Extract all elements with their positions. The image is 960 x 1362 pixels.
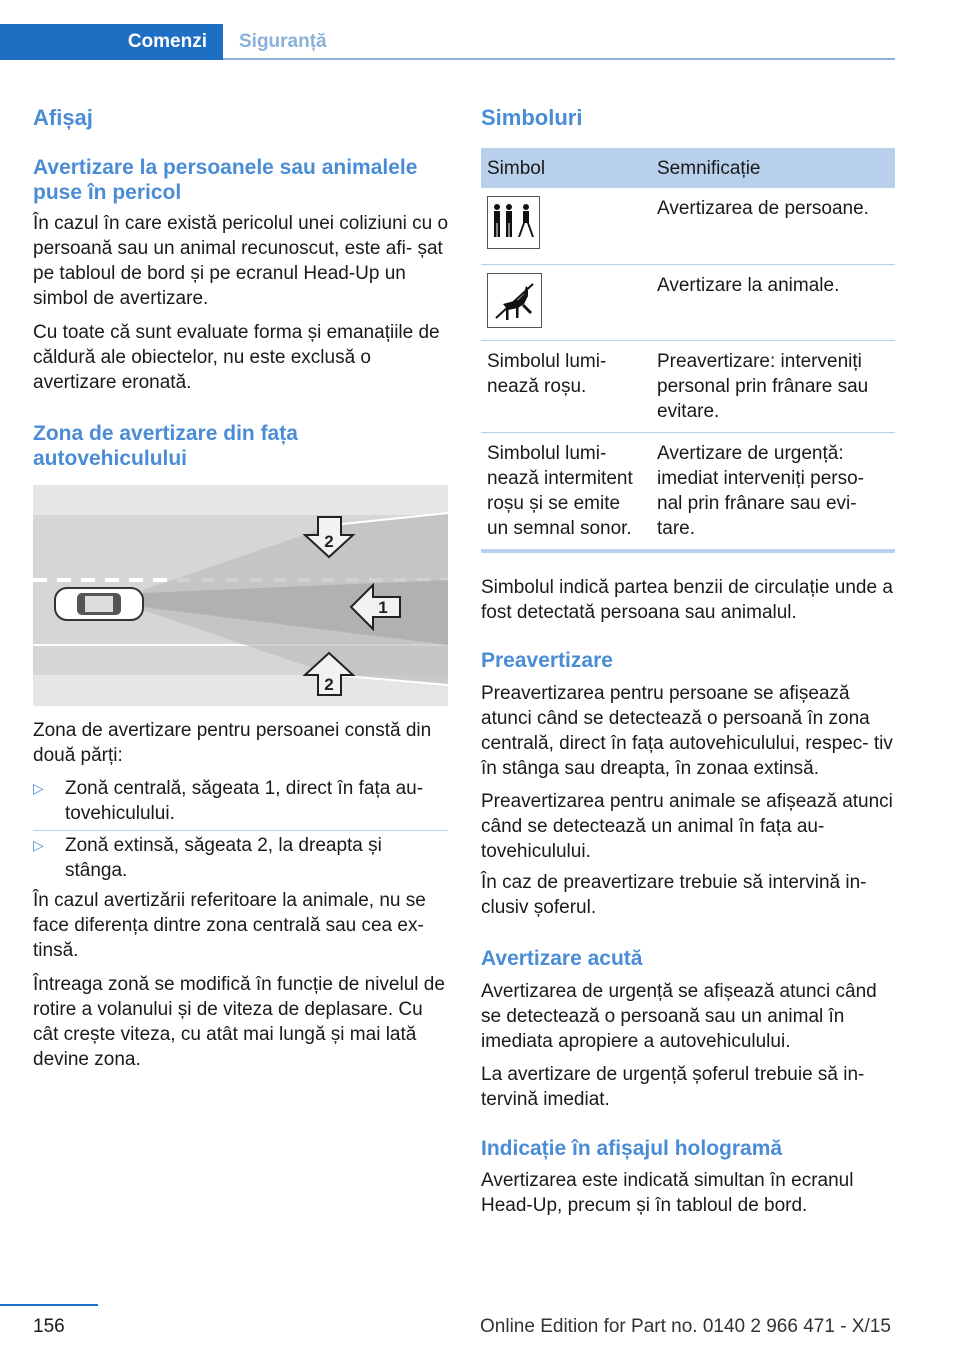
car-icon bbox=[55, 588, 143, 620]
table-cell-symbol: Simbolul lumi- nează roșu. bbox=[481, 340, 651, 432]
pedestrians-icon bbox=[487, 196, 540, 249]
table-cell-meaning: Avertizare de urgență: imediat interveniți perso- nal prin frânare sau evi- tare. bbox=[651, 432, 895, 551]
list-item bbox=[33, 833, 448, 883]
section-heading-simboluri: Simboluri bbox=[481, 105, 583, 130]
table-cell-symbol bbox=[481, 264, 651, 340]
arrow-2-top-label: 2 bbox=[324, 532, 334, 551]
bullet-text: Zonă centrală, săgeata 1, direct în fața au- tovehiculului. bbox=[65, 778, 424, 824]
table-cell-meaning: Avertizarea de persoane. bbox=[651, 188, 895, 264]
subheading-preavertizare: Preavertizare bbox=[481, 649, 613, 672]
paragraph-prewarning-driver: În caz de preavertizare trebuie să intervină in- clusiv șoferul. bbox=[481, 872, 867, 918]
header-tabs bbox=[0, 24, 895, 60]
table-cell-symbol bbox=[481, 188, 651, 264]
table-cell-meaning: Preavertizare: interveniți personal prin frânare sau evitare. bbox=[651, 340, 895, 432]
table-header-symbol: Simbol bbox=[481, 148, 651, 188]
page-number: 156 bbox=[33, 1316, 65, 1337]
arrow-1-label: 1 bbox=[378, 598, 388, 617]
subheading-acute-warning: Avertizare acută bbox=[481, 947, 643, 970]
footer-line bbox=[0, 1304, 98, 1306]
deer-icon bbox=[487, 273, 542, 328]
symbols-table bbox=[481, 148, 895, 553]
paragraph-zone-change: Întreaga zonă se modifică în funcție de nivelul de rotire a volanului și de viteza de deplasare. Cu cât crește viteza, cu atât mai lungă și mai lată devine zona. bbox=[33, 974, 445, 1070]
paragraph-acute-desc: Avertizarea de urgență se afișează atunci când se detectează o persoană sau un animal în imediata apropiere a autovehiculului. bbox=[481, 981, 877, 1052]
paragraph-hologram: Avertizarea este indicată simultan în ecranul Head-Up, precum și în tabloul de bord. bbox=[481, 1170, 854, 1216]
tab-siguranta[interactable]: Siguranță bbox=[239, 31, 327, 52]
tab-comenzi[interactable]: Comenzi bbox=[0, 24, 223, 60]
list-item bbox=[33, 776, 448, 826]
paragraph-false-alarm: Cu toate că sunt evaluate forma și emanațiile de căldură ale obiectelor, nu este exclusă o avertizare eronată. bbox=[33, 322, 440, 393]
table-cell-symbol: Simbolul lumi- nează intermitent roșu și se emite un semnal sonor. bbox=[481, 432, 651, 551]
paragraph-symbol-lane: Simbolul indică partea benzii de circulație unde a fost detectată persoana sau animalul. bbox=[481, 577, 893, 623]
table-row bbox=[481, 264, 895, 340]
section-heading-afisaj: Afișaj bbox=[33, 105, 93, 130]
table-row bbox=[481, 340, 895, 432]
table-row bbox=[481, 432, 895, 551]
subheading-hologram: Indicație în afișajul hologramă bbox=[481, 1137, 783, 1160]
warning-zone-figure bbox=[33, 485, 448, 706]
bullet-text: Zonă extinsă, săgeata 2, la dreapta și stânga. bbox=[65, 835, 382, 881]
footer-edition: Online Edition for Part no. 0140 2 966 471 - X/15 bbox=[480, 1316, 891, 1337]
arrow-2-bottom-label: 2 bbox=[324, 675, 334, 694]
tab-underline bbox=[223, 58, 895, 60]
table-cell-meaning: Avertizare la animale. bbox=[651, 264, 895, 340]
subheading-warning-zone: Zona de avertizare din fața autovehiculului bbox=[33, 422, 298, 470]
paragraph-prewarning-persons: Preavertizarea pentru persoane se afișează atunci când se detectează o persoană în zona centrală, direct în fața autovehiculului, respec- tiv în stânga sau dreapta, în zonaa extinsă. bbox=[481, 683, 893, 779]
paragraph-prewarning-animals: Preavertizarea pentru animale se afișează atunci când se detectează un animal în fața au- tovehiculului. bbox=[481, 791, 893, 862]
table-header-meaning: Semnificație bbox=[651, 148, 895, 188]
subheading-warning-persons: Avertizare la persoanele sau animalele puse în pericol bbox=[33, 156, 418, 204]
divider bbox=[33, 830, 448, 831]
table-row bbox=[481, 188, 895, 264]
paragraph-acute-driver: La avertizare de urgență șoferul trebuie să in- tervină imediat. bbox=[481, 1064, 865, 1110]
paragraph-animal-zone: În cazul avertizării referitoare la animale, nu se face diferența dintre zona centrală sau cea ex- tinsă. bbox=[33, 890, 426, 961]
triangle-bullet-icon: ▷ bbox=[33, 837, 44, 853]
paragraph-zone-parts: Zona de avertizare pentru persoanei constă din două părți: bbox=[33, 720, 432, 766]
paragraph-warning-desc: În cazul în care există pericolul unei coliziuni cu o persoană sau un animal recunoscut, este afi- șat pe tabloul de bord și pe ecranul Head-Up un simbol de avertizare. bbox=[33, 213, 449, 309]
triangle-bullet-icon: ▷ bbox=[33, 780, 44, 796]
